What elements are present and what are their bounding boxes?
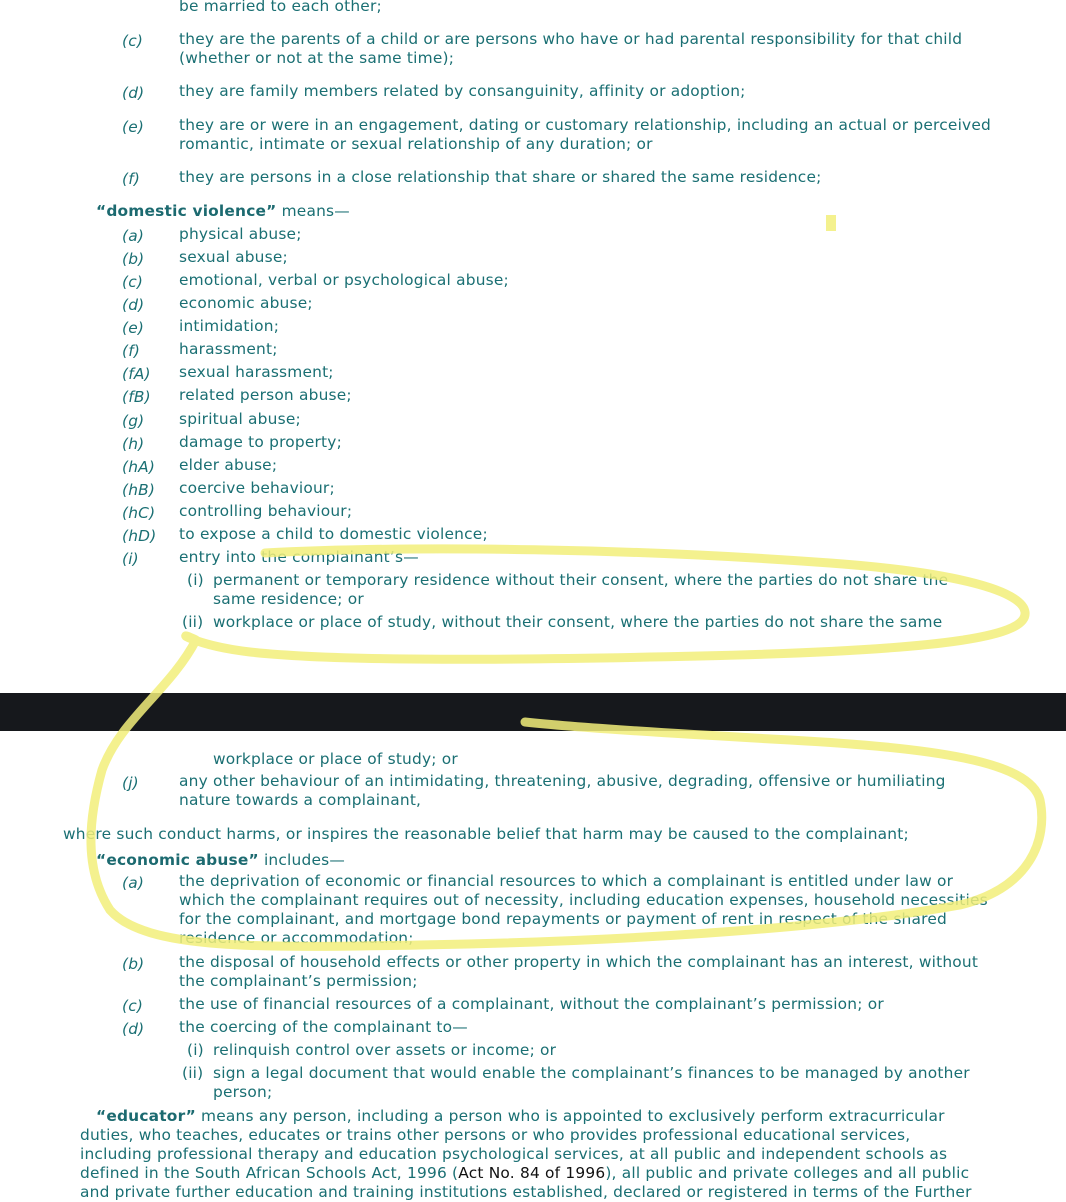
definition-text	[80, 1164, 969, 1183]
item-text: harassment;	[179, 340, 278, 358]
item-label: (e)	[122, 118, 145, 136]
definition-text: and private further education and training institutions established, declared or registered in terms of the Further	[80, 1183, 972, 1201]
item-label: (h)	[122, 435, 145, 453]
item-label: (b)	[122, 250, 145, 268]
definition-text: means any person, including a person who is appointed to exclusively perform extracurricular	[195, 1107, 945, 1125]
item-text: for the complainant, and mortgage bond repayments or payment of rent in respect of the shared	[179, 910, 947, 928]
subitem-label: (ii)	[182, 1064, 204, 1082]
item-text: spiritual abuse;	[179, 410, 301, 428]
item-text: they are family members related by consanguinity, affinity or adoption;	[179, 82, 746, 100]
subitem-text: person;	[213, 1083, 273, 1101]
definition-text: including professional therapy and education psychological services, at all public and independent schools as	[80, 1145, 948, 1163]
screenshot-divider	[0, 693, 1066, 731]
definition-connector: includes—	[258, 851, 345, 869]
defined-term: “domestic violence”	[96, 202, 277, 220]
defined-term: “educator”	[96, 1107, 196, 1125]
act-reference-link[interactable]: Act No. 84 of 1996	[458, 1164, 606, 1182]
item-label: (fA)	[122, 365, 151, 383]
item-text: they are the parents of a child or are persons who have or had parental responsibility for that child	[179, 30, 963, 48]
item-label: (hA)	[122, 458, 156, 476]
item-label: (c)	[122, 32, 144, 50]
item-text: the deprivation of economic or financial resources to which a complainant is entitled under law or	[179, 872, 954, 890]
item-label: (a)	[122, 227, 145, 245]
item-text: (whether or not at the same time);	[179, 49, 455, 67]
item-text: emotional, verbal or psychological abuse;	[179, 271, 509, 289]
item-label: (b)	[122, 955, 145, 973]
subitem-text: sign a legal document that would enable the complainant’s finances to be managed by another	[213, 1064, 970, 1082]
item-text: any other behaviour of an intimidating, threatening, abusive, degrading, offensive or humiliating	[179, 772, 946, 790]
subitem-text: relinquish control over assets or income; or	[213, 1041, 557, 1059]
definition-text-part: defined in the South African Schools Act, 1996 (	[80, 1164, 459, 1182]
item-text: economic abuse;	[179, 294, 313, 312]
item-text: they are or were in an engagement, dating or customary relationship, including an actual or perceived	[179, 116, 991, 134]
item-text: entry into the complainant’s—	[179, 548, 419, 566]
item-text: they are persons in a close relationship that share or shared the same residence;	[179, 168, 822, 186]
item-label: (g)	[122, 412, 145, 430]
item-text: physical abuse;	[179, 225, 302, 243]
definition-connector: means—	[276, 202, 350, 220]
item-label: (f)	[122, 170, 141, 188]
item-label: (d)	[122, 84, 145, 102]
item-label: (hD)	[122, 527, 157, 545]
item-text: the coercing of the complainant to—	[179, 1018, 468, 1036]
definition-heading	[96, 1107, 945, 1126]
item-text: damage to property;	[179, 433, 342, 451]
item-text: the use of financial resources of a complainant, without the complainant’s permission; or	[179, 995, 884, 1013]
subitem-label: (i)	[187, 1041, 204, 1059]
item-text: to expose a child to domestic violence;	[179, 525, 488, 543]
item-text: coercive behaviour;	[179, 479, 335, 497]
item-label: (j)	[122, 774, 139, 792]
definition-heading	[96, 202, 350, 221]
definition-text: duties, who teaches, educates or trains other persons or who provides professional educational services,	[80, 1126, 911, 1144]
definition-text-part: ), all public and private colleges and all public	[605, 1164, 970, 1182]
item-text: intimidation;	[179, 317, 280, 335]
item-text: which the complainant requires out of necessity, including education expenses, household necessities	[179, 891, 988, 909]
item-label: (c)	[122, 997, 144, 1015]
subitem-text: workplace or place of study, without their consent, where the parties do not share the same	[213, 613, 943, 631]
item-text: romantic, intimate or sexual relationship of any duration; or	[179, 135, 653, 153]
where-clause: where such conduct harms, or inspires the reasonable belief that harm may be caused to the complainant;	[63, 825, 909, 843]
item-label: (fB)	[122, 388, 151, 406]
item-label: (f)	[122, 342, 141, 360]
item-label: (d)	[122, 1020, 145, 1038]
definition-heading	[96, 851, 345, 870]
item-text: related person abuse;	[179, 386, 352, 404]
item-text: sexual abuse;	[179, 248, 288, 266]
item-text: nature towards a complainant,	[179, 791, 422, 809]
item-text: the disposal of household effects or other property in which the complainant has an interest, without	[179, 953, 979, 971]
item-label: (d)	[122, 296, 145, 314]
subitem-label: (ii)	[182, 613, 204, 631]
highlight-mark	[826, 215, 836, 231]
item-text: elder abuse;	[179, 456, 278, 474]
item-text: controlling behaviour;	[179, 502, 353, 520]
item-label: (hC)	[122, 504, 156, 522]
item-label: (c)	[122, 273, 144, 291]
item-text: the complainant’s permission;	[179, 972, 418, 990]
subitem-text: same residence; or	[213, 590, 364, 608]
item-text: residence or accommodation;	[179, 929, 414, 947]
fragment-text: be married to each other;	[179, 0, 382, 15]
item-label: (hB)	[122, 481, 156, 499]
item-text: sexual harassment;	[179, 363, 334, 381]
subitem-text: permanent or temporary residence without their consent, where the parties do not share the	[213, 571, 949, 589]
defined-term: “economic abuse”	[96, 851, 259, 869]
subitem-label: (i)	[187, 571, 204, 589]
item-label: (e)	[122, 319, 145, 337]
fragment-text: workplace or place of study; or	[213, 750, 458, 768]
item-label: (i)	[122, 550, 139, 568]
item-label: (a)	[122, 874, 145, 892]
